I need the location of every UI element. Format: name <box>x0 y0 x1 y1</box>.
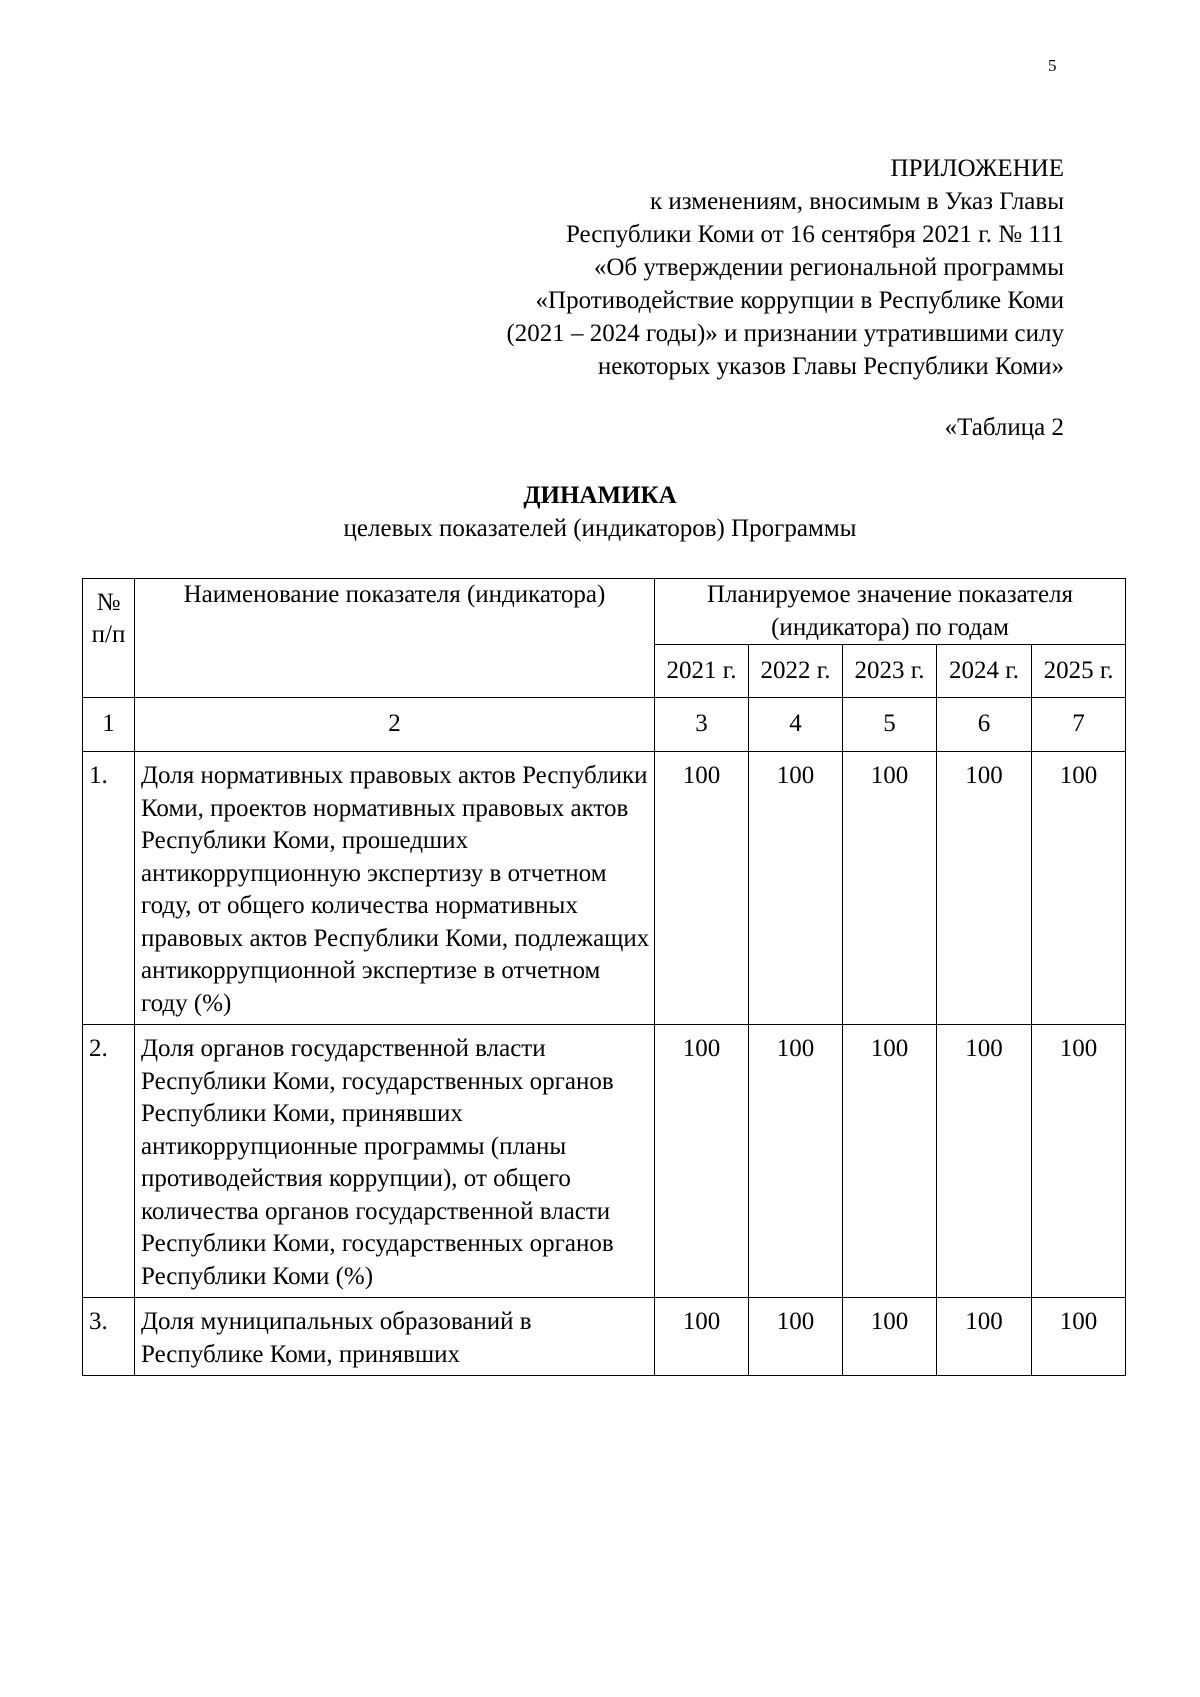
indicator-value: 100 <box>655 752 749 1025</box>
indicator-value: 100 <box>937 752 1032 1025</box>
header-year-cell: 2024 г. <box>937 645 1032 698</box>
appendix-line: ПРИЛОЖЕНИЕ <box>890 155 1064 182</box>
indicator-name: Доля нормативных правовых актов Республики Коми, проектов нормативных правовых актов Республики Коми, прошедших антикоррупционную экспертизу в отчетном году, от общего количества нормативных правовых актов Республики Коми, подлежащих антикоррупционной экспертизе в отчетном году (%) <box>135 752 655 1025</box>
index-cell: 2 <box>135 698 655 752</box>
table-row <box>83 752 1126 1025</box>
index-cell: 4 <box>749 698 843 752</box>
header-year-cell: 2023 г. <box>843 645 937 698</box>
document-subtitle: целевых показателей (индикаторов) Программы <box>343 515 857 542</box>
table-index-row <box>83 698 1126 752</box>
indicator-value: 100 <box>655 1025 749 1298</box>
row-number: 3. <box>83 1298 135 1376</box>
indicator-value: 100 <box>1032 752 1126 1025</box>
indicator-name: Доля органов государственной власти Республики Коми, государственных органов Республики Коми, принявших антикоррупционные программы (планы противодействия коррупции), от общего количества органов государственной власти Республики Коми, государственных органов Республики Коми (%) <box>135 1025 655 1298</box>
header-year-cell: 2022 г. <box>749 645 843 698</box>
indicator-name: Доля муниципальных образований в Республике Коми, принявших <box>135 1298 655 1376</box>
indicator-value: 100 <box>843 752 937 1025</box>
header-name-cell: Наименование показателя (индикатора) <box>135 579 655 698</box>
index-cell: 5 <box>843 698 937 752</box>
indicator-value: 100 <box>937 1025 1032 1298</box>
appendix-line: некоторых указов Главы Республики Коми» <box>597 353 1064 380</box>
header-number-label: № <box>96 589 121 616</box>
document-title: ДИНАМИКА <box>523 482 677 509</box>
index-cell: 1 <box>83 698 135 752</box>
table-row <box>83 1298 1126 1376</box>
indicator-value: 100 <box>749 1025 843 1298</box>
indicator-value: 100 <box>843 1025 937 1298</box>
appendix-line: Республики Коми от 16 сентября 2021 г. № 111 <box>565 221 1064 248</box>
indicator-value: 100 <box>655 1298 749 1376</box>
indicator-value: 100 <box>749 1298 843 1376</box>
header-year-cell: 2025 г. <box>1032 645 1126 698</box>
appendix-header <box>364 152 1064 383</box>
appendix-line: (2021 – 2024 годы)» и признании утратившими силу <box>506 320 1064 347</box>
header-number-cell <box>83 579 135 698</box>
index-cell: 6 <box>937 698 1032 752</box>
page-number: 5 <box>1048 56 1057 75</box>
table-reference: «Таблица 2 <box>944 414 1064 441</box>
indicator-value: 100 <box>1032 1025 1126 1298</box>
indicator-value: 100 <box>937 1298 1032 1376</box>
index-cell: 3 <box>655 698 749 752</box>
indicator-value: 100 <box>843 1298 937 1376</box>
indicator-value: 100 <box>749 752 843 1025</box>
indicators-table <box>82 578 1126 1376</box>
row-number: 1. <box>83 752 135 1025</box>
header-plan-cell: Планируемое значение показателя (индикатора) по годам <box>655 579 1126 645</box>
table-header-row <box>83 579 1126 645</box>
appendix-line: к изменениям, вносимым в Указ Главы <box>649 188 1064 215</box>
index-cell: 7 <box>1032 698 1126 752</box>
header-year-cell: 2021 г. <box>655 645 749 698</box>
header-number-sublabel: п/п <box>91 621 126 648</box>
indicator-value: 100 <box>1032 1298 1126 1376</box>
appendix-line: «Противодействие коррупции в Республике Коми <box>535 287 1064 314</box>
appendix-line: «Об утверждении региональной программы <box>593 254 1064 281</box>
table-row <box>83 1025 1126 1298</box>
row-number: 2. <box>83 1025 135 1298</box>
